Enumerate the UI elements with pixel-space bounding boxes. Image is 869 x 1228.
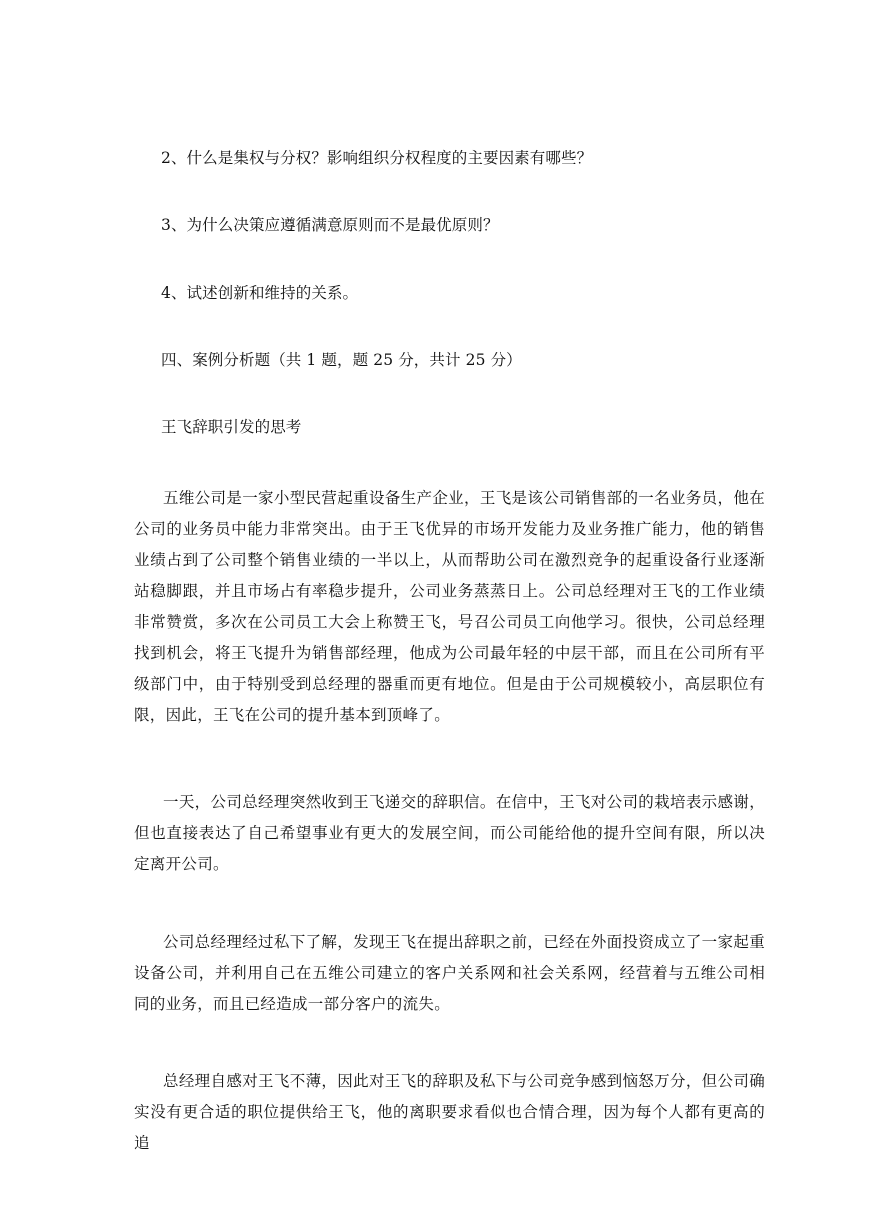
question-2: 2、什么是集权与分权？影响组织分权程度的主要因素有哪些？ xyxy=(161,149,593,167)
case-paragraph-1: 五维公司是一家小型民营起重设备生产企业，王飞是该公司销售部的一名业务员，他在公司的业务员中能力非常突出。由于王飞优异的市场开发能力及业务推广能力，他的销售业绩占到了公司整个销售业绩的一半以上，从而帮助公司在激烈竞争的起重设备行业逐渐站稳脚跟，并且市场占有率稳步提升，公司业务蒸蒸日上。公司总经理对王飞的工作业绩非常赞赏，多次在公司员工大会上称赞王飞，号召公司员工向他学习。很快，公司总经理找到机会，将王飞提升为销售部经理，他成为公司最年轻的中层干部，而且在公司所有平级部门中，由于特别受到总经理的器重而更有地位。但是由于公司规模较小，高层职位有限，因此，王飞在公司的提升基本到顶峰了。 xyxy=(134,489,765,724)
case-paragraph-2: 一天，公司总经理突然收到王飞递交的辞职信。在信中，王飞对公司的栽培表示感谢，但也直接表达了自己希望事业有更大的发展空间，而公司能给他的提升空间有限，所以决定离开公司。 xyxy=(134,793,765,873)
question-4: 4、试述创新和维持的关系。 xyxy=(161,284,359,302)
question-3: 3、为什么决策应遵循满意原则而不是最优原则？ xyxy=(161,216,499,234)
case-paragraph-4: 总经理自感对王飞不薄，因此对王飞的辞职及私下与公司竞争感到恼怒万分，但公司确实没有更合适的职位提供给王飞，他的离职要求看似也合情合理，因为每个人都有更高的追 xyxy=(134,1072,765,1152)
case-paragraph-3: 公司总经理经过私下了解，发现王飞在提出辞职之前，已经在外面投资成立了一家起重设备公司，并利用自己在五维公司建立的客户关系网和社会关系网，经营着与五维公司相同的业务，而且已经造成一部分客户的流失。 xyxy=(134,933,765,1013)
case-title: 王飞辞职引发的思考 xyxy=(161,418,302,436)
section-heading: 四、案例分析题（共 1 题，题 25 分，共计 25 分） xyxy=(161,351,522,369)
